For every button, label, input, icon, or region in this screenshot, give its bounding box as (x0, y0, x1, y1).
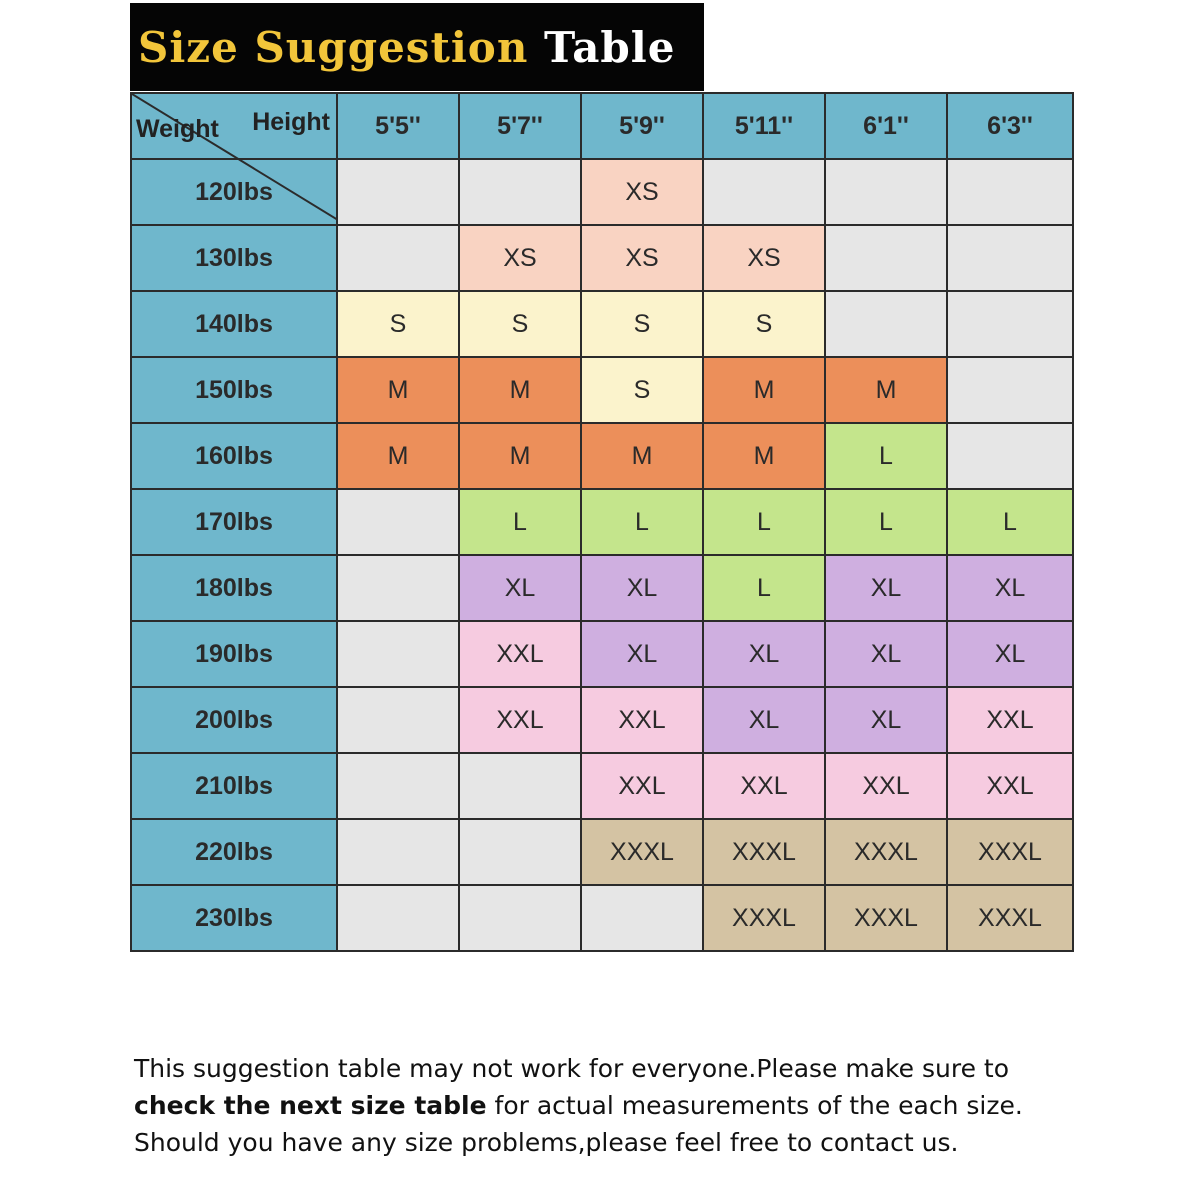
size-cell: S (581, 357, 703, 423)
weight-header-cell: 160lbs (131, 423, 337, 489)
size-cell: XL (825, 687, 947, 753)
size-cell: M (581, 423, 703, 489)
size-cell: M (459, 423, 581, 489)
table-row (131, 819, 1073, 885)
weight-header-cell: 230lbs (131, 885, 337, 951)
size-cell: XXL (947, 687, 1073, 753)
empty-cell (337, 819, 459, 885)
table-row (131, 753, 1073, 819)
size-cell: XXXL (581, 819, 703, 885)
table-row (131, 423, 1073, 489)
weight-header-cell: 210lbs (131, 753, 337, 819)
empty-cell (459, 819, 581, 885)
size-cell: M (459, 357, 581, 423)
empty-cell (459, 159, 581, 225)
size-cell: XXL (581, 687, 703, 753)
table-row (131, 885, 1073, 951)
size-cell: M (703, 357, 825, 423)
empty-cell (337, 159, 459, 225)
empty-cell (459, 885, 581, 951)
height-header-cell: 5'7'' (459, 93, 581, 159)
size-cell: S (703, 291, 825, 357)
size-cell: L (703, 489, 825, 555)
size-cell: XL (703, 621, 825, 687)
empty-cell (947, 291, 1073, 357)
size-cell: S (581, 291, 703, 357)
size-cell: XXL (459, 687, 581, 753)
size-cell: M (825, 357, 947, 423)
size-cell: XXXL (825, 819, 947, 885)
weight-header-cell: 200lbs (131, 687, 337, 753)
table-row (131, 489, 1073, 555)
empty-cell (337, 753, 459, 819)
title-part-gold: Size Suggestion (138, 22, 529, 72)
empty-cell (825, 291, 947, 357)
page-title (138, 23, 675, 72)
weight-header-cell: 180lbs (131, 555, 337, 621)
footnote (134, 1050, 1134, 1161)
size-cell: XXXL (703, 819, 825, 885)
size-cell: XL (947, 621, 1073, 687)
size-cell: XXL (947, 753, 1073, 819)
size-cell: XS (581, 159, 703, 225)
size-cell: XS (459, 225, 581, 291)
size-cell: L (459, 489, 581, 555)
size-cell: XXL (825, 753, 947, 819)
height-header-cell: 5'9'' (581, 93, 703, 159)
size-cell: S (337, 291, 459, 357)
table-row (131, 555, 1073, 621)
title-part-white: Table (543, 22, 676, 72)
weight-header-cell: 220lbs (131, 819, 337, 885)
height-axis-label: Height (252, 108, 330, 136)
height-header-cell: 6'3'' (947, 93, 1073, 159)
weight-axis-label: Weight (136, 115, 219, 143)
height-header-cell: 6'1'' (825, 93, 947, 159)
height-header-cell: 5'11'' (703, 93, 825, 159)
header-row (131, 93, 1073, 159)
size-cell: XL (703, 687, 825, 753)
empty-cell (459, 753, 581, 819)
table-row (131, 291, 1073, 357)
weight-header-cell: 150lbs (131, 357, 337, 423)
size-cell: XXL (459, 621, 581, 687)
empty-cell (947, 225, 1073, 291)
empty-cell (337, 225, 459, 291)
table-row (131, 621, 1073, 687)
footnote-line-2-rest: for actual measurements of the each size. (486, 1091, 1023, 1120)
size-cell: XXXL (703, 885, 825, 951)
size-cell: XS (703, 225, 825, 291)
weight-header-cell: 190lbs (131, 621, 337, 687)
empty-cell (947, 159, 1073, 225)
size-cell: XL (459, 555, 581, 621)
size-cell: XL (947, 555, 1073, 621)
empty-cell (703, 159, 825, 225)
table-row (131, 357, 1073, 423)
empty-cell (581, 885, 703, 951)
footnote-line-3: Should you have any size problems,please feel free to contact us. (134, 1128, 959, 1157)
size-suggestion-table (130, 92, 1074, 952)
size-cell: L (947, 489, 1073, 555)
weight-header-cell: 120lbs (131, 159, 337, 225)
size-cell: M (703, 423, 825, 489)
footnote-bold-link-text: check the next size table (134, 1091, 487, 1120)
empty-cell (337, 687, 459, 753)
empty-cell (825, 225, 947, 291)
size-cell: L (703, 555, 825, 621)
size-cell: XL (825, 555, 947, 621)
size-cell: L (581, 489, 703, 555)
table-row (131, 225, 1073, 291)
size-cell: XXXL (825, 885, 947, 951)
empty-cell (337, 885, 459, 951)
empty-cell (825, 159, 947, 225)
size-cell: XXL (703, 753, 825, 819)
empty-cell (947, 423, 1073, 489)
size-cell: XXXL (947, 819, 1073, 885)
table-row (131, 687, 1073, 753)
size-cell: M (337, 423, 459, 489)
empty-cell (947, 357, 1073, 423)
size-cell: XL (581, 621, 703, 687)
size-cell: L (825, 489, 947, 555)
title-banner (130, 3, 704, 91)
weight-header-cell: 170lbs (131, 489, 337, 555)
size-cell: XXL (581, 753, 703, 819)
footnote-line-2 (134, 1087, 1134, 1124)
footnote-line-1: This suggestion table may not work for everyone.Please make sure to (134, 1054, 1009, 1083)
size-cell: S (459, 291, 581, 357)
size-cell: XXXL (947, 885, 1073, 951)
empty-cell (337, 489, 459, 555)
size-cell: M (337, 357, 459, 423)
empty-cell (337, 621, 459, 687)
weight-header-cell: 140lbs (131, 291, 337, 357)
size-cell: XL (825, 621, 947, 687)
size-cell: XL (581, 555, 703, 621)
empty-cell (337, 555, 459, 621)
size-cell: XS (581, 225, 703, 291)
height-header-cell: 5'5'' (337, 93, 459, 159)
weight-header-cell: 130lbs (131, 225, 337, 291)
size-cell: L (825, 423, 947, 489)
corner-cell (131, 93, 337, 159)
